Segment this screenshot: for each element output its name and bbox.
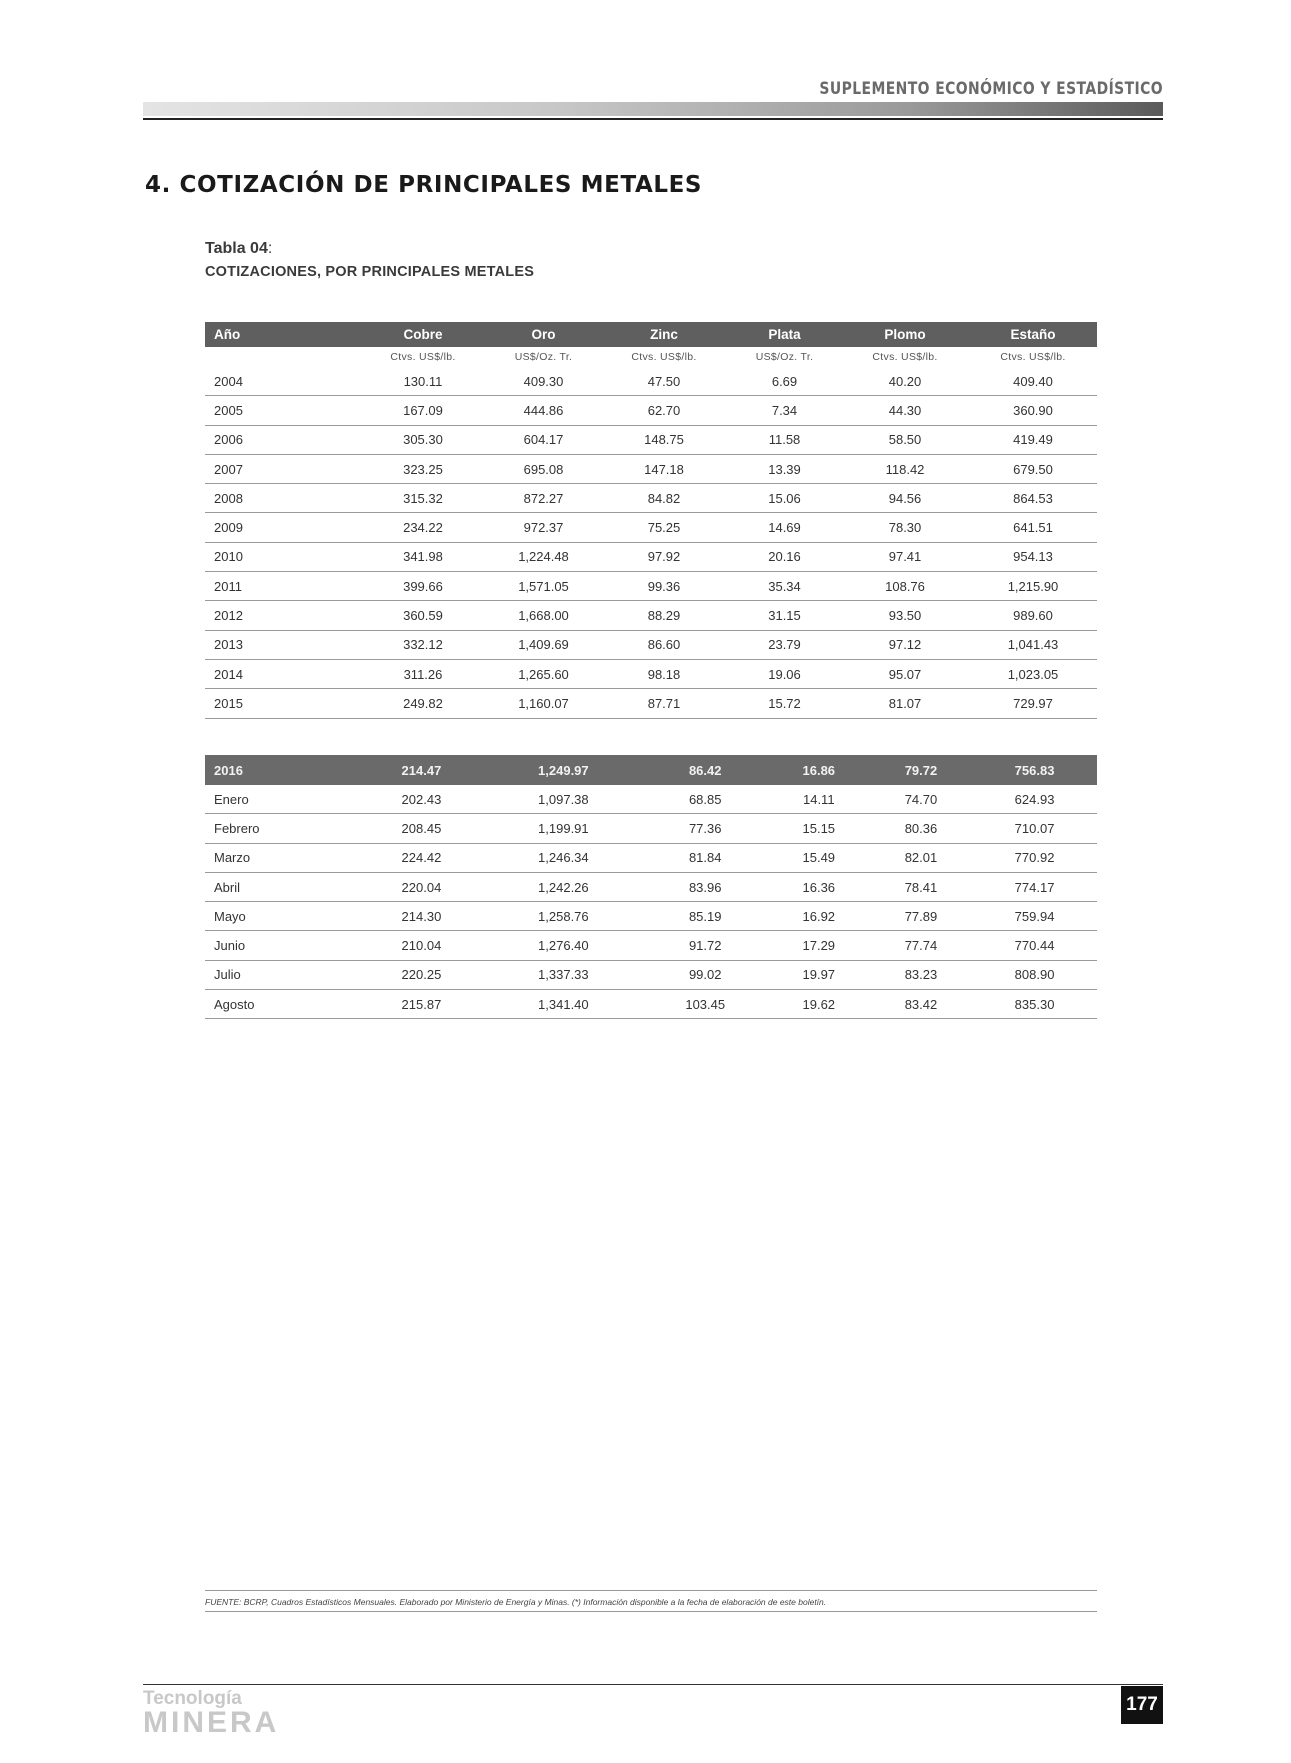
value-cell: 58.50 [841, 425, 969, 454]
value-cell: 148.75 [600, 425, 728, 454]
row-label-cell: 2014 [205, 659, 359, 688]
table-label-number: Tabla 04 [205, 240, 268, 257]
table-row [205, 601, 1097, 630]
value-cell: 167.09 [359, 396, 487, 425]
value-cell: 202.43 [359, 785, 484, 814]
value-cell: 774.17 [972, 872, 1097, 901]
value-cell: 419.49 [969, 425, 1097, 454]
value-cell: 80.36 [870, 814, 972, 843]
value-cell: 19.97 [768, 960, 870, 989]
annual-quotes-table [205, 322, 1097, 719]
column-header-silver: Plata [728, 322, 841, 347]
header-rule [143, 118, 1163, 120]
row-label-cell: Marzo [205, 843, 359, 872]
value-cell: 210.04 [359, 931, 484, 960]
value-cell: 624.93 [972, 785, 1097, 814]
row-label-cell: Febrero [205, 814, 359, 843]
table-row [205, 659, 1097, 688]
row-label-cell: 2007 [205, 454, 359, 483]
value-cell: 147.18 [600, 454, 728, 483]
value-cell: 1,571.05 [487, 572, 600, 601]
summary-zinc: 86.42 [643, 755, 768, 785]
value-cell: 972.37 [487, 513, 600, 542]
value-cell: 360.59 [359, 601, 487, 630]
value-cell: 81.07 [841, 689, 969, 718]
row-label-cell: 2006 [205, 425, 359, 454]
table-row [205, 990, 1097, 1019]
value-cell: 1,097.38 [484, 785, 643, 814]
value-cell: 97.41 [841, 542, 969, 571]
running-header-title: SUPLEMENTO ECONÓMICO Y ESTADÍSTICO [819, 79, 1163, 99]
unit-silver: US$/Oz. Tr. [755, 351, 814, 363]
source-note: FUENTE: BCRP, Cuadros Estadísticos Mensuales. Elaborado por Ministerio de Energía y Minas. (*) Información disponible a la fecha de elaboración de este boletín. [205, 1597, 827, 1607]
table-row [205, 572, 1097, 601]
value-cell: 95.07 [841, 659, 969, 688]
value-cell: 103.45 [643, 990, 768, 1019]
value-cell: 872.27 [487, 484, 600, 513]
summary-copper: 214.47 [359, 755, 484, 785]
table-row [205, 872, 1097, 901]
table-row [205, 843, 1097, 872]
value-cell: 20.16 [728, 542, 841, 571]
value-cell: 68.85 [643, 785, 768, 814]
value-cell: 11.58 [728, 425, 841, 454]
value-cell: 31.15 [728, 601, 841, 630]
table-caption: COTIZACIONES, POR PRINCIPALES METALES [205, 264, 535, 280]
unit-tin: Ctvs. US$/lb. [1000, 351, 1066, 363]
value-cell: 40.20 [841, 367, 969, 396]
value-cell: 97.92 [600, 542, 728, 571]
value-cell: 770.44 [972, 931, 1097, 960]
summary-year: 2016 [205, 755, 359, 785]
row-label-cell: 2013 [205, 630, 359, 659]
value-cell: 97.12 [841, 630, 969, 659]
row-label-cell: 2004 [205, 367, 359, 396]
value-cell: 1,265.60 [487, 659, 600, 688]
value-cell: 82.01 [870, 843, 972, 872]
value-cell: 1,242.26 [484, 872, 643, 901]
table-row [205, 425, 1097, 454]
row-label-cell: Julio [205, 960, 359, 989]
value-cell: 47.50 [600, 367, 728, 396]
table-row [205, 814, 1097, 843]
column-header-copper: Cobre [359, 322, 487, 347]
table-row [205, 454, 1097, 483]
footer-rule [143, 1684, 1163, 1685]
row-label-cell: Agosto [205, 990, 359, 1019]
summary-tin: 756.83 [972, 755, 1097, 785]
value-cell: 341.98 [359, 542, 487, 571]
value-cell: 864.53 [969, 484, 1097, 513]
row-label-cell: 2005 [205, 396, 359, 425]
value-cell: 679.50 [969, 454, 1097, 483]
value-cell: 78.30 [841, 513, 969, 542]
table-row [205, 542, 1097, 571]
value-cell: 604.17 [487, 425, 600, 454]
page-number: 177 [1121, 1686, 1163, 1724]
value-cell: 77.36 [643, 814, 768, 843]
value-cell: 224.42 [359, 843, 484, 872]
value-cell: 710.07 [972, 814, 1097, 843]
value-cell: 78.41 [870, 872, 972, 901]
row-label-cell: Mayo [205, 902, 359, 931]
value-cell: 729.97 [969, 689, 1097, 718]
monthly-rows [205, 785, 1097, 1019]
value-cell: 130.11 [359, 367, 487, 396]
value-cell: 14.69 [728, 513, 841, 542]
summary-lead: 79.72 [870, 755, 972, 785]
row-label-cell: 2009 [205, 513, 359, 542]
row-label-cell: 2010 [205, 542, 359, 571]
value-cell: 409.30 [487, 367, 600, 396]
value-cell: 1,224.48 [487, 542, 600, 571]
summary-row-2016 [205, 755, 1097, 785]
value-cell: 234.22 [359, 513, 487, 542]
table-row [205, 689, 1097, 718]
value-cell: 360.90 [969, 396, 1097, 425]
value-cell: 23.79 [728, 630, 841, 659]
row-label-cell: 2012 [205, 601, 359, 630]
value-cell: 108.76 [841, 572, 969, 601]
value-cell: 1,337.33 [484, 960, 643, 989]
header-gradient-bar [143, 102, 1163, 116]
value-cell: 81.84 [643, 843, 768, 872]
value-cell: 1,409.69 [487, 630, 600, 659]
value-cell: 35.34 [728, 572, 841, 601]
value-cell: 77.89 [870, 902, 972, 931]
value-cell: 16.92 [768, 902, 870, 931]
table-row [205, 960, 1097, 989]
source-rule-top [205, 1590, 1097, 1591]
table-row [205, 785, 1097, 814]
value-cell: 6.69 [728, 367, 841, 396]
value-cell: 88.29 [600, 601, 728, 630]
value-cell: 83.23 [870, 960, 972, 989]
table-row [205, 367, 1097, 396]
unit-copper: Ctvs. US$/lb. [390, 351, 456, 363]
value-cell: 86.60 [600, 630, 728, 659]
summary-gold: 1,249.97 [484, 755, 643, 785]
value-cell: 93.50 [841, 601, 969, 630]
value-cell: 13.39 [728, 454, 841, 483]
annual-rows [205, 367, 1097, 718]
value-cell: 1,276.40 [484, 931, 643, 960]
value-cell: 1,041.43 [969, 630, 1097, 659]
value-cell: 98.18 [600, 659, 728, 688]
value-cell: 311.26 [359, 659, 487, 688]
value-cell: 7.34 [728, 396, 841, 425]
table-row [205, 902, 1097, 931]
table-header-row [205, 322, 1097, 347]
row-label-cell: Enero [205, 785, 359, 814]
value-cell: 15.15 [768, 814, 870, 843]
unit-gold: US$/Oz. Tr. [514, 351, 573, 363]
table-row [205, 484, 1097, 513]
value-cell: 1,668.00 [487, 601, 600, 630]
value-cell: 399.66 [359, 572, 487, 601]
column-header-gold: Oro [487, 322, 600, 347]
value-cell: 315.32 [359, 484, 487, 513]
value-cell: 444.86 [487, 396, 600, 425]
table-label [205, 240, 272, 258]
value-cell: 1,215.90 [969, 572, 1097, 601]
value-cell: 220.04 [359, 872, 484, 901]
table-label-colon: : [267, 240, 273, 257]
value-cell: 214.30 [359, 902, 484, 931]
column-header-year: Año [205, 322, 359, 347]
value-cell: 1,258.76 [484, 902, 643, 931]
row-label-cell: 2008 [205, 484, 359, 513]
value-cell: 19.06 [728, 659, 841, 688]
value-cell: 74.70 [870, 785, 972, 814]
value-cell: 99.02 [643, 960, 768, 989]
value-cell: 85.19 [643, 902, 768, 931]
value-cell: 91.72 [643, 931, 768, 960]
row-label-cell: Abril [205, 872, 359, 901]
value-cell: 14.11 [768, 785, 870, 814]
summary-silver: 16.86 [768, 755, 870, 785]
value-cell: 770.92 [972, 843, 1097, 872]
logo-line-1: Tecnología [143, 1688, 242, 1709]
value-cell: 249.82 [359, 689, 487, 718]
value-cell: 83.96 [643, 872, 768, 901]
value-cell: 1,246.34 [484, 843, 643, 872]
value-cell: 1,341.40 [484, 990, 643, 1019]
publication-logo [143, 1690, 279, 1738]
value-cell: 759.94 [972, 902, 1097, 931]
value-cell: 808.90 [972, 960, 1097, 989]
value-cell: 15.72 [728, 689, 841, 718]
value-cell: 87.71 [600, 689, 728, 718]
value-cell: 99.36 [600, 572, 728, 601]
table-row [205, 513, 1097, 542]
value-cell: 323.25 [359, 454, 487, 483]
section-title: 4. COTIZACIÓN DE PRINCIPALES METALES [145, 172, 703, 198]
unit-year [205, 347, 359, 367]
value-cell: 1,199.91 [484, 814, 643, 843]
value-cell: 83.42 [870, 990, 972, 1019]
unit-zinc: Ctvs. US$/lb. [631, 351, 697, 363]
value-cell: 84.82 [600, 484, 728, 513]
value-cell: 75.25 [600, 513, 728, 542]
value-cell: 215.87 [359, 990, 484, 1019]
value-cell: 695.08 [487, 454, 600, 483]
value-cell: 15.49 [768, 843, 870, 872]
value-cell: 62.70 [600, 396, 728, 425]
monthly-quotes-table [205, 755, 1097, 1019]
table-row [205, 630, 1097, 659]
value-cell: 332.12 [359, 630, 487, 659]
value-cell: 16.36 [768, 872, 870, 901]
column-header-zinc: Zinc [600, 322, 728, 347]
value-cell: 15.06 [728, 484, 841, 513]
row-label-cell: Junio [205, 931, 359, 960]
column-header-tin: Estaño [969, 322, 1097, 347]
source-rule-bottom [205, 1611, 1097, 1612]
value-cell: 208.45 [359, 814, 484, 843]
value-cell: 835.30 [972, 990, 1097, 1019]
row-label-cell: 2011 [205, 572, 359, 601]
value-cell: 19.62 [768, 990, 870, 1019]
value-cell: 94.56 [841, 484, 969, 513]
value-cell: 77.74 [870, 931, 972, 960]
value-cell: 118.42 [841, 454, 969, 483]
units-row [205, 347, 1097, 367]
value-cell: 409.40 [969, 367, 1097, 396]
table-row [205, 396, 1097, 425]
value-cell: 44.30 [841, 396, 969, 425]
value-cell: 17.29 [768, 931, 870, 960]
value-cell: 220.25 [359, 960, 484, 989]
value-cell: 305.30 [359, 425, 487, 454]
value-cell: 1,023.05 [969, 659, 1097, 688]
unit-lead: Ctvs. US$/lb. [872, 351, 938, 363]
value-cell: 1,160.07 [487, 689, 600, 718]
logo-line-2: MINERA [143, 1706, 280, 1739]
table-row [205, 931, 1097, 960]
row-label-cell: 2015 [205, 689, 359, 718]
column-header-lead: Plomo [841, 322, 969, 347]
value-cell: 641.51 [969, 513, 1097, 542]
value-cell: 954.13 [969, 542, 1097, 571]
value-cell: 989.60 [969, 601, 1097, 630]
